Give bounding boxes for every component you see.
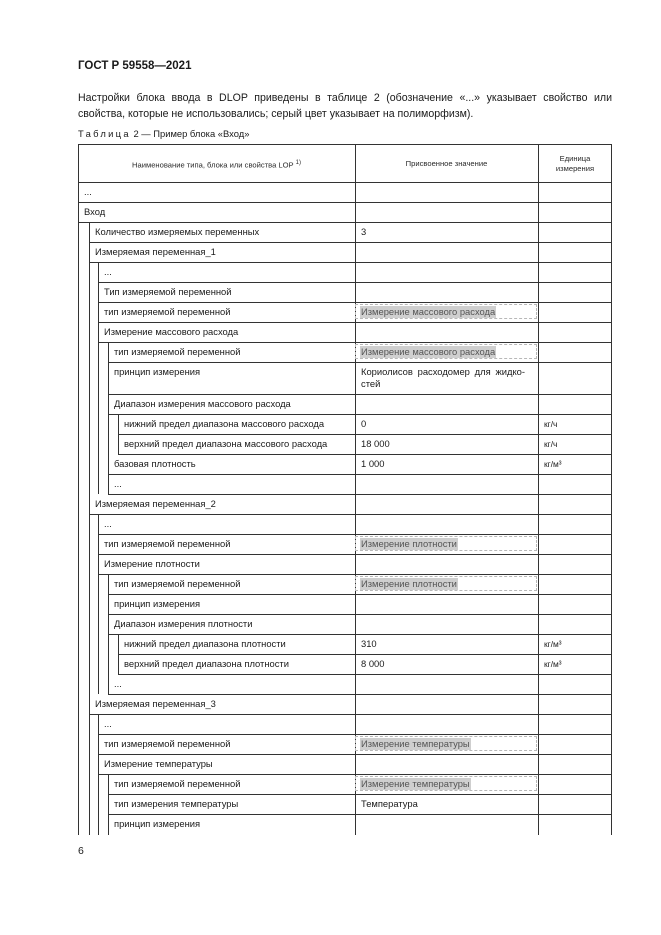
row-unit: кг/ч bbox=[544, 419, 558, 429]
row-name: Измеряемая переменная_1 bbox=[95, 246, 216, 257]
row-separator bbox=[78, 202, 612, 203]
row-separator bbox=[98, 574, 612, 575]
header-separator bbox=[78, 182, 612, 183]
row-separator bbox=[98, 534, 612, 535]
row-separator bbox=[98, 774, 612, 775]
row-name: ... bbox=[114, 678, 122, 689]
row-name: тип измеряемой переменной bbox=[114, 346, 241, 357]
row-name: верхний предел диапазона массового расхода bbox=[124, 438, 328, 449]
row-separator bbox=[118, 434, 612, 435]
row-value: 0 bbox=[361, 418, 367, 429]
row-value: 1 000 bbox=[361, 458, 385, 469]
row-separator bbox=[98, 342, 612, 343]
row-separator bbox=[108, 362, 612, 363]
row-separator bbox=[108, 414, 612, 415]
column-divider-unit bbox=[538, 144, 539, 835]
header-value: Присвоенное значение bbox=[405, 159, 488, 168]
row-separator bbox=[108, 794, 612, 795]
row-name: Количество измеряемых переменных bbox=[95, 226, 260, 237]
row-name: ... bbox=[104, 518, 112, 529]
row-unit: кг/м³ bbox=[544, 639, 562, 649]
table-border-right bbox=[611, 144, 612, 835]
table-caption-text: 2 — Пример блока «Вход» bbox=[133, 128, 250, 139]
row-name: верхний предел диапазона плотности bbox=[124, 658, 289, 669]
polymorphic-value: Измерение массового расхода bbox=[361, 306, 496, 317]
row-separator bbox=[108, 634, 612, 635]
polymorphic-value-box bbox=[355, 736, 537, 751]
row-name: тип измеряемой переменной bbox=[114, 578, 241, 589]
hierarchy-indent-line bbox=[108, 342, 109, 494]
row-name: Тип измеряемой переменной bbox=[104, 286, 232, 297]
hierarchy-indent-line bbox=[98, 714, 99, 835]
row-name: принцип измерения bbox=[114, 366, 201, 377]
polymorphic-value-box bbox=[355, 576, 537, 591]
row-name: ... bbox=[104, 266, 112, 277]
row-name: тип измеряемой переменной bbox=[104, 538, 231, 549]
row-name: ... bbox=[84, 186, 92, 197]
hierarchy-indent-line bbox=[98, 262, 99, 494]
row-name: ... bbox=[104, 718, 112, 729]
row-value: 18 000 bbox=[361, 438, 390, 449]
row-separator bbox=[118, 454, 612, 455]
row-separator bbox=[98, 322, 612, 323]
row-name: принцип измерения bbox=[114, 598, 201, 609]
row-value: 310 bbox=[361, 638, 377, 649]
table-border-top bbox=[78, 144, 612, 145]
row-name: Измеряемая переменная_3 bbox=[95, 698, 216, 709]
row-separator bbox=[98, 282, 612, 283]
row-separator bbox=[108, 474, 612, 475]
document-standard-header: ГОСТ Р 59558—2021 bbox=[78, 60, 192, 72]
row-separator bbox=[89, 514, 612, 515]
header-name bbox=[78, 144, 355, 184]
row-separator bbox=[108, 614, 612, 615]
row-separator bbox=[108, 814, 612, 815]
row-name: тип измеряемой переменной bbox=[114, 778, 241, 789]
row-name: Измерение температуры bbox=[104, 758, 213, 769]
row-name: Диапазон измерения плотности bbox=[114, 618, 253, 629]
input-block-table bbox=[78, 144, 612, 835]
row-name: тип измеряемой переменной bbox=[104, 738, 231, 749]
row-name: нижний предел диапазона массового расхода bbox=[124, 418, 325, 429]
row-separator bbox=[108, 494, 612, 495]
row-name: ... bbox=[114, 478, 122, 489]
page-number: 6 bbox=[78, 845, 84, 857]
row-separator bbox=[78, 222, 612, 223]
row-separator bbox=[89, 242, 612, 243]
row-separator bbox=[108, 394, 612, 395]
hierarchy-indent-line bbox=[98, 514, 99, 694]
hierarchy-indent-line bbox=[118, 634, 119, 674]
row-name: базовая плотность bbox=[114, 458, 196, 469]
row-separator bbox=[98, 302, 612, 303]
polymorphic-value: Измерение массового расхода bbox=[361, 346, 496, 357]
polymorphic-value: Измерение температуры bbox=[361, 738, 470, 749]
polymorphic-value-box bbox=[355, 536, 537, 551]
row-name: тип измерения температуры bbox=[114, 798, 239, 809]
table-border-left bbox=[78, 144, 79, 835]
row-separator bbox=[108, 594, 612, 595]
hierarchy-indent-line bbox=[108, 574, 109, 694]
row-name: Измеряемая переменная_2 bbox=[95, 498, 216, 509]
row-value: 8 000 bbox=[361, 658, 385, 669]
hierarchy-indent-line bbox=[108, 774, 109, 835]
row-value: 3 bbox=[361, 226, 367, 237]
intro-paragraph: Настройки блока ввода в DLOP приведены в таблице 2 (обозначение «...» указывает свойство или свойства, которые не использовались; серый цвет указывает на полиморфизм). bbox=[78, 92, 612, 120]
row-unit: кг/м³ bbox=[544, 459, 562, 469]
row-separator bbox=[118, 654, 612, 655]
row-name: Вход bbox=[84, 206, 106, 217]
row-name: Измерение плотности bbox=[104, 558, 200, 569]
row-unit: кг/ч bbox=[544, 439, 558, 449]
row-name: принцип измерения bbox=[114, 818, 201, 829]
polymorphic-value: Измерение плотности bbox=[361, 538, 457, 549]
row-name: Диапазон измерения массового расхода bbox=[114, 398, 291, 409]
hierarchy-indent-line bbox=[89, 222, 90, 835]
polymorphic-value: Измерение плотности bbox=[361, 578, 457, 589]
row-separator bbox=[118, 674, 612, 675]
polymorphic-value-box bbox=[355, 344, 537, 359]
row-value: Температура bbox=[361, 798, 418, 809]
column-divider-value bbox=[355, 144, 356, 835]
table-caption-word: Таблица bbox=[78, 128, 131, 139]
row-separator bbox=[98, 734, 612, 735]
row-separator bbox=[108, 694, 612, 695]
row-name: тип измеряемой переменной bbox=[104, 306, 231, 317]
polymorphic-value-box bbox=[355, 776, 537, 791]
hierarchy-indent-line bbox=[118, 414, 119, 454]
polymorphic-value-box bbox=[355, 304, 537, 319]
header-name-footnote: 1) bbox=[295, 159, 301, 166]
row-unit: кг/м³ bbox=[544, 659, 562, 669]
header-name-text: Наименование типа, блока или свойства LOP bbox=[132, 160, 294, 170]
polymorphic-value: Измерение температуры bbox=[361, 778, 470, 789]
header-unit: Единица измерения bbox=[555, 154, 595, 173]
row-separator bbox=[98, 754, 612, 755]
table-caption bbox=[78, 128, 249, 139]
row-name: Измерение массового расхода bbox=[104, 326, 239, 337]
row-separator bbox=[89, 714, 612, 715]
row-value: Кориолисов расходомер для жидко-стей bbox=[361, 366, 525, 389]
row-name: нижний предел диапазона плотности bbox=[124, 638, 286, 649]
row-separator bbox=[98, 554, 612, 555]
row-separator bbox=[89, 262, 612, 263]
